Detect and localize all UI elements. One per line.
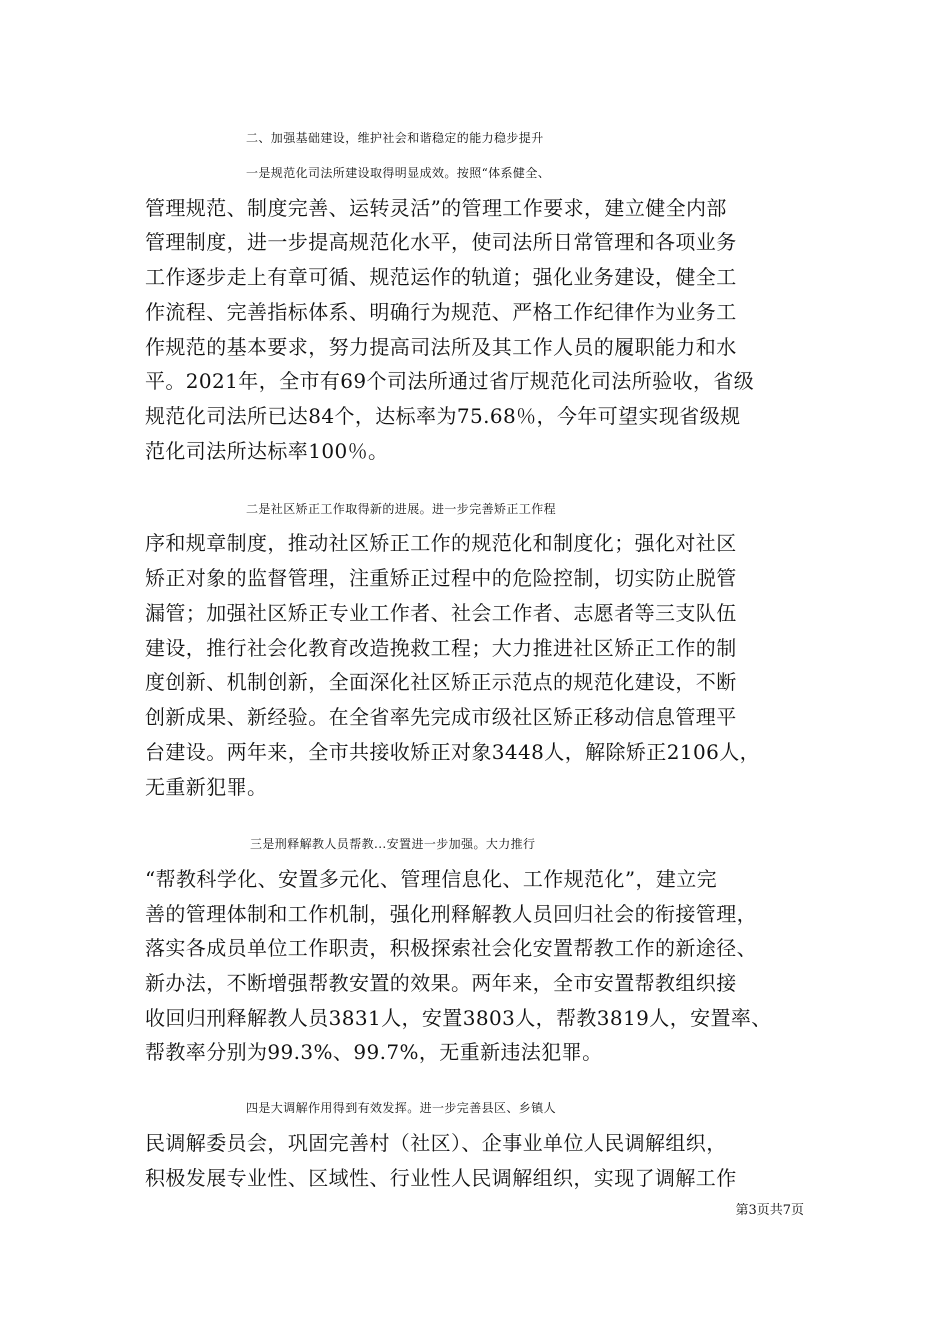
- section-heading: 二、加强基础建设，维护社会和谐稳定的能力稳步提升: [246, 131, 544, 145]
- paragraph-3-line-4: 落实各成员单位工作职责，积极探索社会化安置帮教工作的新途径、: [145, 936, 757, 960]
- paragraph-1-line-7: 平。2021年，全市有69个司法所通过省厅规范化司法所验收，省级: [145, 369, 755, 393]
- paragraph-2-line-8: 台建设。两年来，全市共接收矫正对象3448人，解除矫正2106人，: [145, 740, 760, 764]
- paragraph-1-line-5: 作流程、完善指标体系、明确行为规范、严格工作纪律作为业务工: [145, 300, 737, 324]
- paragraph-3-line-3: 善的管理体制和工作机制，强化刑释解教人员回归社会的衔接管理，: [145, 902, 757, 926]
- paragraph-4-line-1: 四是大调解作用得到有效发挥。进一步完善县区、乡镇人: [246, 1101, 557, 1115]
- paragraph-2-line-3: 矫正对象的监督管理，注重矫正过程中的危险控制，切实防止脱管: [145, 566, 737, 590]
- paragraph-3-line-5: 新办法，不断增强帮教安置的效果。两年来，全市安置帮教组织接: [145, 971, 737, 995]
- paragraph-2-line-7: 创新成果、新经验。在全省率先完成市级社区矫正移动信息管理平: [145, 705, 737, 729]
- paragraph-3-line-6: 收回归刑释解教人员3831人，安置3803人，帮教3819人，安置率、: [145, 1006, 772, 1030]
- paragraph-2-line-5: 建设，推行社会化教育改造挽救工程；大力推进社区矫正工作的制: [145, 636, 737, 660]
- paragraph-2-line-1: 二是社区矫正工作取得新的进展。进一步完善矫正工作程: [246, 502, 557, 516]
- paragraph-3-line-7: 帮教率分别为99.3%、99.7%，无重新违法犯罪。: [145, 1040, 603, 1064]
- page-number-footer: 第3页共7页: [735, 1203, 804, 1218]
- paragraph-3-line-1: 三是刑释解教人员帮教...安置进一步加强。大力推行: [250, 837, 536, 851]
- paragraph-2-line-6: 度创新、机制创新，全面深化社区矫正示范点的规范化建设，不断: [145, 670, 737, 694]
- paragraph-1-line-8: 规范化司法所已达84个，达标率为75.68％，今年可望实现省级规: [145, 404, 741, 428]
- paragraph-1-line-6: 作规范的基本要求，努力提高司法所及其工作人员的履职能力和水: [145, 335, 737, 359]
- paragraph-1-line-9: 范化司法所达标率100％。: [145, 439, 389, 463]
- paragraph-4-line-3: 积极发展专业性、区域性、行业性人民调解组织，实现了调解工作: [145, 1166, 737, 1190]
- paragraph-3-line-2: “帮教科学化、安置多元化、管理信息化、工作规范化”，建立完: [145, 867, 718, 891]
- paragraph-4-line-2: 民调解委员会，巩固完善村（社区）、企事业单位人民调解组织，: [145, 1131, 727, 1155]
- paragraph-2-line-9: 无重新犯罪。: [145, 775, 268, 799]
- paragraph-1-line-2: 管理规范、制度完善、运转灵活”的管理工作要求，建立健全内部: [145, 196, 727, 220]
- paragraph-2-line-2: 序和规章制度，推动社区矫正工作的规范化和制度化；强化对社区: [145, 531, 737, 555]
- paragraph-1-line-1: 一是规范化司法所建设取得明显成效。按照“体系健全、: [246, 166, 551, 180]
- paragraph-1-line-4: 工作逐步走上有章可循、规范运作的轨道；强化业务建设，健全工: [145, 265, 737, 289]
- paragraph-2-line-4: 漏管；加强社区矫正专业工作者、社会工作者、志愿者等三支队伍: [145, 601, 737, 625]
- paragraph-1-line-3: 管理制度，进一步提高规范化水平，使司法所日常管理和各项业务: [145, 230, 737, 254]
